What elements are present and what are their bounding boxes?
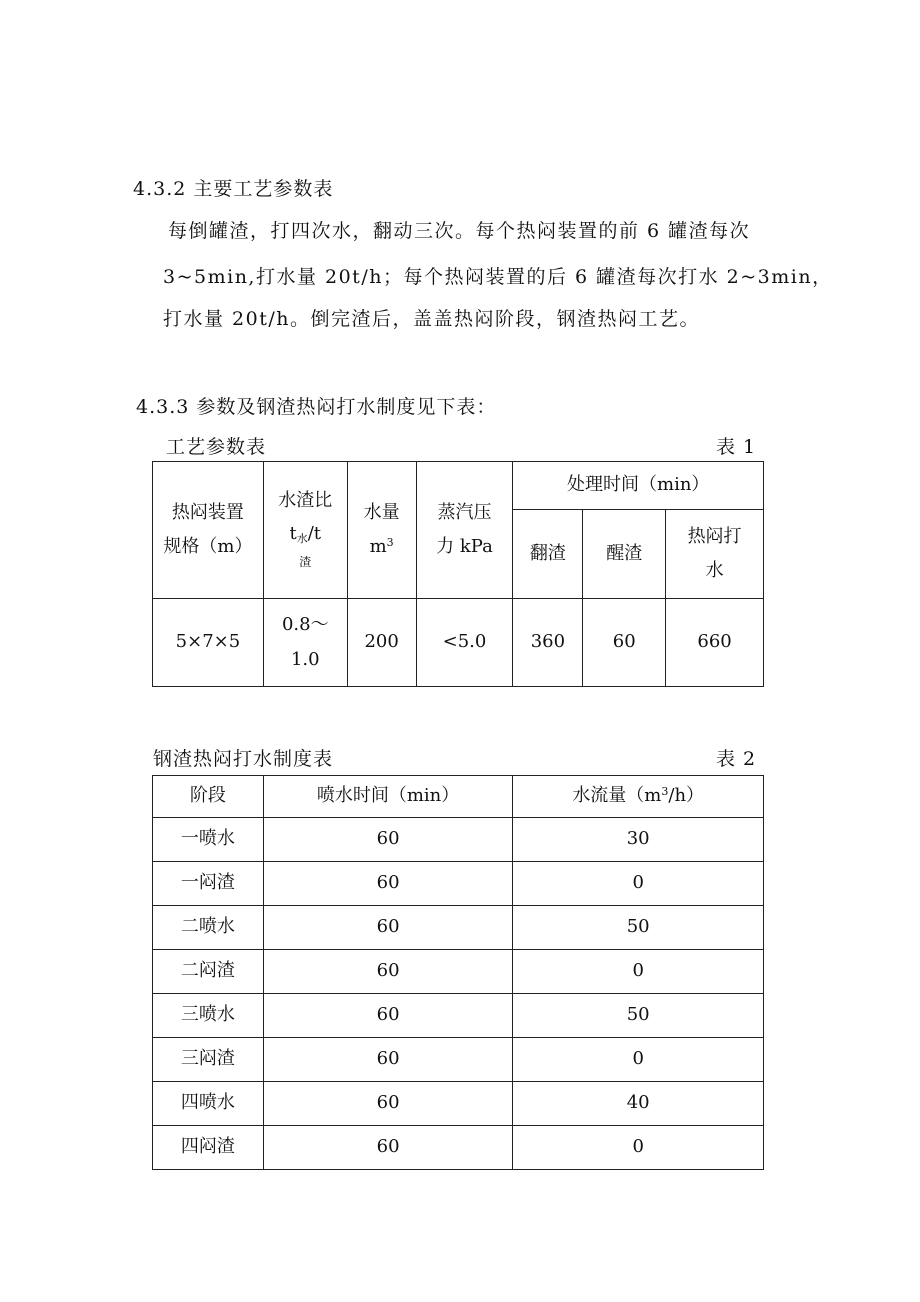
header-water-line1: 水量 bbox=[363, 501, 400, 523]
table-row bbox=[153, 906, 764, 950]
row-stage: 一闷渣 bbox=[153, 862, 264, 906]
header-stage: 阶段 bbox=[153, 776, 264, 818]
section-433-heading: 4.3.3 参数及钢渣热闷打水制度见下表： bbox=[136, 396, 497, 418]
row-flow: 0 bbox=[513, 1126, 764, 1170]
header-flow bbox=[513, 776, 764, 818]
process-parameter-table bbox=[152, 461, 764, 687]
row-time: 60 bbox=[263, 906, 513, 950]
paragraph-line-3: 打水量 20t/h。倒完渣后，盖盖热闷阶段，钢渣热闷工艺。 bbox=[163, 308, 700, 330]
header-spec-line2: 规格（m） bbox=[163, 536, 253, 557]
header-spray-time: 喷水时间（min） bbox=[263, 776, 513, 818]
table-row bbox=[153, 994, 764, 1038]
ratio-t1: t bbox=[289, 522, 297, 544]
table-row bbox=[153, 1038, 764, 1082]
cell-ratio bbox=[263, 599, 347, 687]
table1-number: 表 1 bbox=[716, 436, 757, 458]
row-time: 60 bbox=[263, 1038, 513, 1082]
row-flow: 0 bbox=[513, 862, 764, 906]
row-stage: 四喷水 bbox=[153, 1082, 264, 1126]
row-time: 60 bbox=[263, 862, 513, 906]
header-water bbox=[347, 462, 416, 599]
header-process-time: 处理时间（min） bbox=[513, 462, 764, 510]
cell-turn: 360 bbox=[513, 599, 583, 687]
spray-schedule-table bbox=[152, 775, 764, 1170]
header-ratio-line2 bbox=[264, 522, 347, 547]
row-time: 60 bbox=[263, 994, 513, 1038]
header-steam-line2: 力 kPa bbox=[436, 536, 493, 557]
header-ratio bbox=[263, 462, 347, 599]
row-flow: 50 bbox=[513, 906, 764, 950]
row-stage: 四闷渣 bbox=[153, 1126, 264, 1170]
header-turn-slag: 翻渣 bbox=[513, 510, 583, 599]
ratio-slash: /t bbox=[307, 522, 322, 544]
cell-steam: <5.0 bbox=[416, 599, 513, 687]
row-stage: 三喷水 bbox=[153, 994, 264, 1038]
row-flow: 30 bbox=[513, 818, 764, 862]
section-432-heading: 4.3.2 主要工艺参数表 bbox=[133, 178, 334, 200]
water-unit-sup: 3 bbox=[386, 536, 394, 549]
cell-water: 200 bbox=[347, 599, 416, 687]
header-water-line2 bbox=[348, 535, 416, 559]
table-row bbox=[153, 1082, 764, 1126]
row-flow: 0 bbox=[513, 1038, 764, 1082]
row-stage: 二闷渣 bbox=[153, 950, 264, 994]
row-stage: 二喷水 bbox=[153, 906, 264, 950]
table-row bbox=[153, 862, 764, 906]
ratio-sub-water: 水 bbox=[296, 531, 308, 545]
header-steam bbox=[416, 462, 513, 599]
row-flow: 40 bbox=[513, 1082, 764, 1126]
paragraph-line-1: 每倒罐渣，打四次水，翻动三次。每个热闷装置的前 6 罐渣每次 bbox=[168, 220, 751, 242]
header-hot-line1: 热闷打 bbox=[687, 525, 742, 547]
table-row bbox=[153, 818, 764, 862]
row-time: 60 bbox=[263, 818, 513, 862]
table-row bbox=[153, 1126, 764, 1170]
flow-suffix: /h） bbox=[668, 785, 705, 807]
header-wake-slag: 醒渣 bbox=[583, 510, 666, 599]
header-ratio-line1: 水渣比 bbox=[278, 490, 333, 512]
cell-spec: 5×7×5 bbox=[153, 599, 264, 687]
cell-wake: 60 bbox=[583, 599, 666, 687]
ratio-sub-slag: 渣 bbox=[299, 555, 312, 570]
row-time: 60 bbox=[263, 1082, 513, 1126]
header-spec-line1: 热闷装置 bbox=[171, 501, 244, 523]
table2-caption: 钢渣热闷打水制度表 bbox=[153, 748, 334, 770]
cell-hot: 660 bbox=[666, 599, 764, 687]
row-flow: 0 bbox=[513, 950, 764, 994]
cell-ratio-line1: 0.8～ bbox=[281, 614, 329, 636]
row-flow: 50 bbox=[513, 994, 764, 1038]
table1-caption: 工艺参数表 bbox=[166, 436, 267, 458]
row-stage: 一喷水 bbox=[153, 818, 264, 862]
header-spec bbox=[153, 462, 264, 599]
table-row bbox=[153, 950, 764, 994]
row-time: 60 bbox=[263, 1126, 513, 1170]
row-time: 60 bbox=[263, 950, 513, 994]
paragraph-line-2: 3~5min,打水量 20t/h；每个热闷装置的后 6 罐渣每次打水 2~3min， bbox=[163, 266, 833, 288]
water-unit: m bbox=[369, 536, 387, 557]
table2-number: 表 2 bbox=[716, 748, 757, 770]
header-hot-spray bbox=[666, 510, 764, 599]
flow-prefix: 水流量（m bbox=[572, 785, 662, 807]
flow-sup: 3 bbox=[661, 785, 669, 799]
cell-ratio-line2: 1.0 bbox=[290, 648, 320, 670]
row-stage: 三闷渣 bbox=[153, 1038, 264, 1082]
header-steam-line1: 蒸汽压 bbox=[437, 501, 492, 523]
header-hot-line2: 水 bbox=[705, 560, 724, 581]
